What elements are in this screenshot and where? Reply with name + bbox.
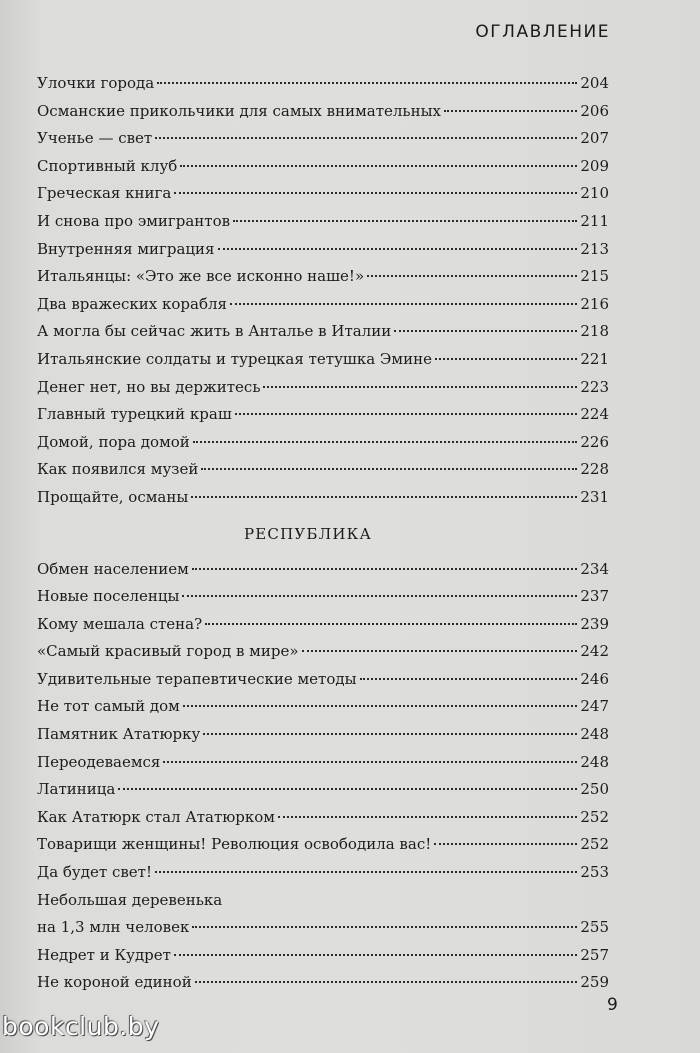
dot-leader: [218, 248, 578, 250]
dot-leader: [118, 788, 577, 790]
toc-entry-page: 206: [580, 101, 609, 120]
dot-leader: [302, 650, 578, 652]
toc-entry-title: Прощайте, османы: [37, 487, 189, 506]
toc-entry-title: Не короной единой: [37, 973, 192, 992]
toc-entry: [37, 776, 609, 804]
dot-leader: [201, 468, 577, 470]
toc-entry: [37, 666, 609, 694]
toc-entry: [37, 153, 609, 181]
toc-entry-title: Памятник Ататюрку: [37, 725, 201, 744]
toc-entry-title: Обмен населением: [37, 559, 189, 578]
dot-leader: [193, 441, 578, 443]
toc-entry: [37, 318, 609, 346]
toc-entry-title: Как Ататюрк стал Ататюрком: [37, 807, 275, 826]
toc-entry: [37, 456, 609, 484]
toc-entry-title: на 1,3 млн человек: [37, 918, 190, 937]
dot-leader: [180, 165, 577, 167]
toc-entry-title: Товарищи женщины! Революция освободила вас!: [37, 835, 432, 854]
dot-leader: [394, 330, 577, 332]
toc-entry: [37, 98, 609, 126]
toc-entry-page: 234: [580, 559, 609, 578]
toc-entry-page: 252: [580, 807, 609, 826]
dot-leader: [278, 816, 577, 818]
toc-entry-title: Османские прикольчики для самых внимательных: [37, 101, 441, 120]
toc-entry-title: Не тот самый дом: [37, 697, 180, 716]
toc-entry-page: 228: [580, 460, 609, 479]
dot-leader: [235, 413, 578, 415]
dot-leader: [203, 733, 577, 735]
toc-entry-title: Два вражеских корабля: [37, 294, 227, 313]
toc-entry: [37, 859, 609, 887]
toc-entry-page: 210: [580, 184, 609, 203]
toc-entry-page: 215: [580, 267, 609, 286]
toc-entry-title: Латиница: [37, 780, 116, 799]
toc-entry: [37, 583, 609, 611]
toc-entry: [37, 401, 609, 429]
toc-entry-page: 209: [580, 156, 609, 175]
toc-entry-title: Улочки города: [37, 74, 155, 92]
dot-leader: [174, 192, 577, 194]
toc-entry: [37, 346, 609, 374]
toc-entry-title: Итальянские солдаты и турецкая тетушка Эмине: [37, 349, 432, 368]
section-heading: РЕСПУБЛИКА: [243, 524, 373, 543]
toc-entry-title: Кому мешала стена?: [37, 614, 203, 633]
dot-leader: [155, 871, 577, 873]
toc-entry-title: Домой, пора домой: [37, 432, 190, 451]
toc-entry-page: 211: [580, 211, 609, 230]
toc-entry-title: И снова про эмигрантов: [37, 211, 231, 230]
toc-entry: [37, 556, 609, 584]
toc-entry-page: 250: [580, 780, 609, 799]
toc-entry: [37, 70, 609, 98]
toc-entry-title: Новые поселенцы: [37, 587, 180, 606]
toc-entry-title: Денег нет, но вы держитесь: [37, 377, 261, 396]
toc-entry: [37, 374, 609, 402]
dot-leader: [360, 678, 578, 680]
toc-entry-page: 239: [580, 614, 609, 633]
dot-leader: [191, 496, 577, 498]
page-number: 9: [607, 995, 618, 1015]
toc-entry: [37, 125, 609, 153]
toc-entry-page: 255: [580, 918, 609, 937]
dot-leader: [233, 220, 577, 222]
toc-entry: [37, 208, 609, 236]
toc-entry: [37, 914, 609, 942]
toc-entry: [37, 180, 609, 208]
toc-entry-page: 221: [580, 349, 609, 368]
toc-entry: [37, 484, 609, 512]
toc-entry-title: Небольшая деревенька: [37, 890, 223, 909]
toc-entry-title: Спортивный клуб: [37, 156, 178, 175]
toc-entry-title: Греческая книга: [37, 184, 172, 203]
page-header: ОГЛАВЛЕНИЕ: [475, 22, 610, 42]
toc-entry-title: Недрет и Кудрет: [37, 945, 171, 964]
toc-entry-title: «Самый красивый город в мире»: [37, 642, 299, 661]
toc-entry-page: 204: [580, 74, 609, 92]
toc-entry-page: 231: [580, 487, 609, 506]
dot-leader: [435, 358, 577, 360]
toc-entry-page: 226: [580, 432, 609, 451]
toc-entry-title: Ученье — свет: [37, 129, 153, 148]
toc-entry-title: Переодеваемся: [37, 752, 161, 771]
toc-entry: [37, 263, 609, 291]
toc-section-2: [37, 556, 609, 998]
toc-entry-page: 223: [580, 377, 609, 396]
toc-section-1: [37, 70, 609, 512]
dot-leader: [174, 954, 577, 956]
toc-entry-page: 252: [580, 835, 609, 854]
toc-entry-page: 207: [580, 129, 609, 148]
dot-leader: [192, 926, 577, 928]
dot-leader: [230, 303, 577, 305]
toc-entry-title: Итальянцы: «Это же все исконно наше!»: [37, 267, 365, 286]
toc-entry-page: 237: [580, 587, 609, 606]
dot-leader: [367, 275, 577, 277]
toc-entry: [37, 638, 609, 666]
watermark-logo: bookclub.by: [2, 1012, 160, 1041]
toc-entry: [37, 942, 609, 970]
toc-entry: [37, 693, 609, 721]
table-of-contents: [37, 70, 609, 997]
toc-entry-page: 242: [580, 642, 609, 661]
toc-entry: [37, 887, 609, 915]
dot-leader: [157, 82, 577, 84]
toc-entry-page: 248: [580, 725, 609, 744]
dot-leader: [163, 761, 577, 763]
toc-entry-page: 218: [580, 322, 609, 341]
toc-entry-page: 259: [580, 973, 609, 992]
toc-entry-title: А могла бы сейчас жить в Анталье в Италии: [37, 322, 392, 341]
toc-entry-title: Главный турецкий краш: [37, 405, 232, 424]
toc-entry-page: 224: [580, 405, 609, 424]
toc-entry-page: 246: [580, 669, 609, 688]
toc-entry: [37, 291, 609, 319]
toc-entry-page: 216: [580, 294, 609, 313]
dot-leader: [434, 843, 577, 845]
toc-entry-title: Да будет свет!: [37, 863, 152, 882]
toc-entry: [37, 804, 609, 832]
toc-entry-page: 213: [580, 239, 609, 258]
toc-entry: [37, 721, 609, 749]
toc-entry-page: 247: [580, 697, 609, 716]
dot-leader: [195, 981, 578, 983]
toc-entry: [37, 749, 609, 777]
dot-leader: [192, 568, 578, 570]
toc-entry: [37, 611, 609, 639]
toc-entry-page: 253: [580, 863, 609, 882]
dot-leader: [155, 137, 577, 139]
toc-entry: [37, 969, 609, 997]
toc-entry-title: Внутренняя миграция: [37, 239, 215, 258]
dot-leader: [444, 110, 577, 112]
toc-entry-page: 248: [580, 752, 609, 771]
dot-leader: [182, 595, 577, 597]
toc-entry: [37, 236, 609, 264]
dot-leader: [263, 386, 577, 388]
toc-entry-title: Удивительные терапевтические методы: [37, 669, 357, 688]
toc-entry: [37, 831, 609, 859]
toc-entry-page: 257: [580, 945, 609, 964]
dot-leader: [205, 623, 577, 625]
toc-entry-title: Как появился музей: [37, 460, 199, 479]
toc-entry: [37, 429, 609, 457]
dot-leader: [183, 705, 578, 707]
